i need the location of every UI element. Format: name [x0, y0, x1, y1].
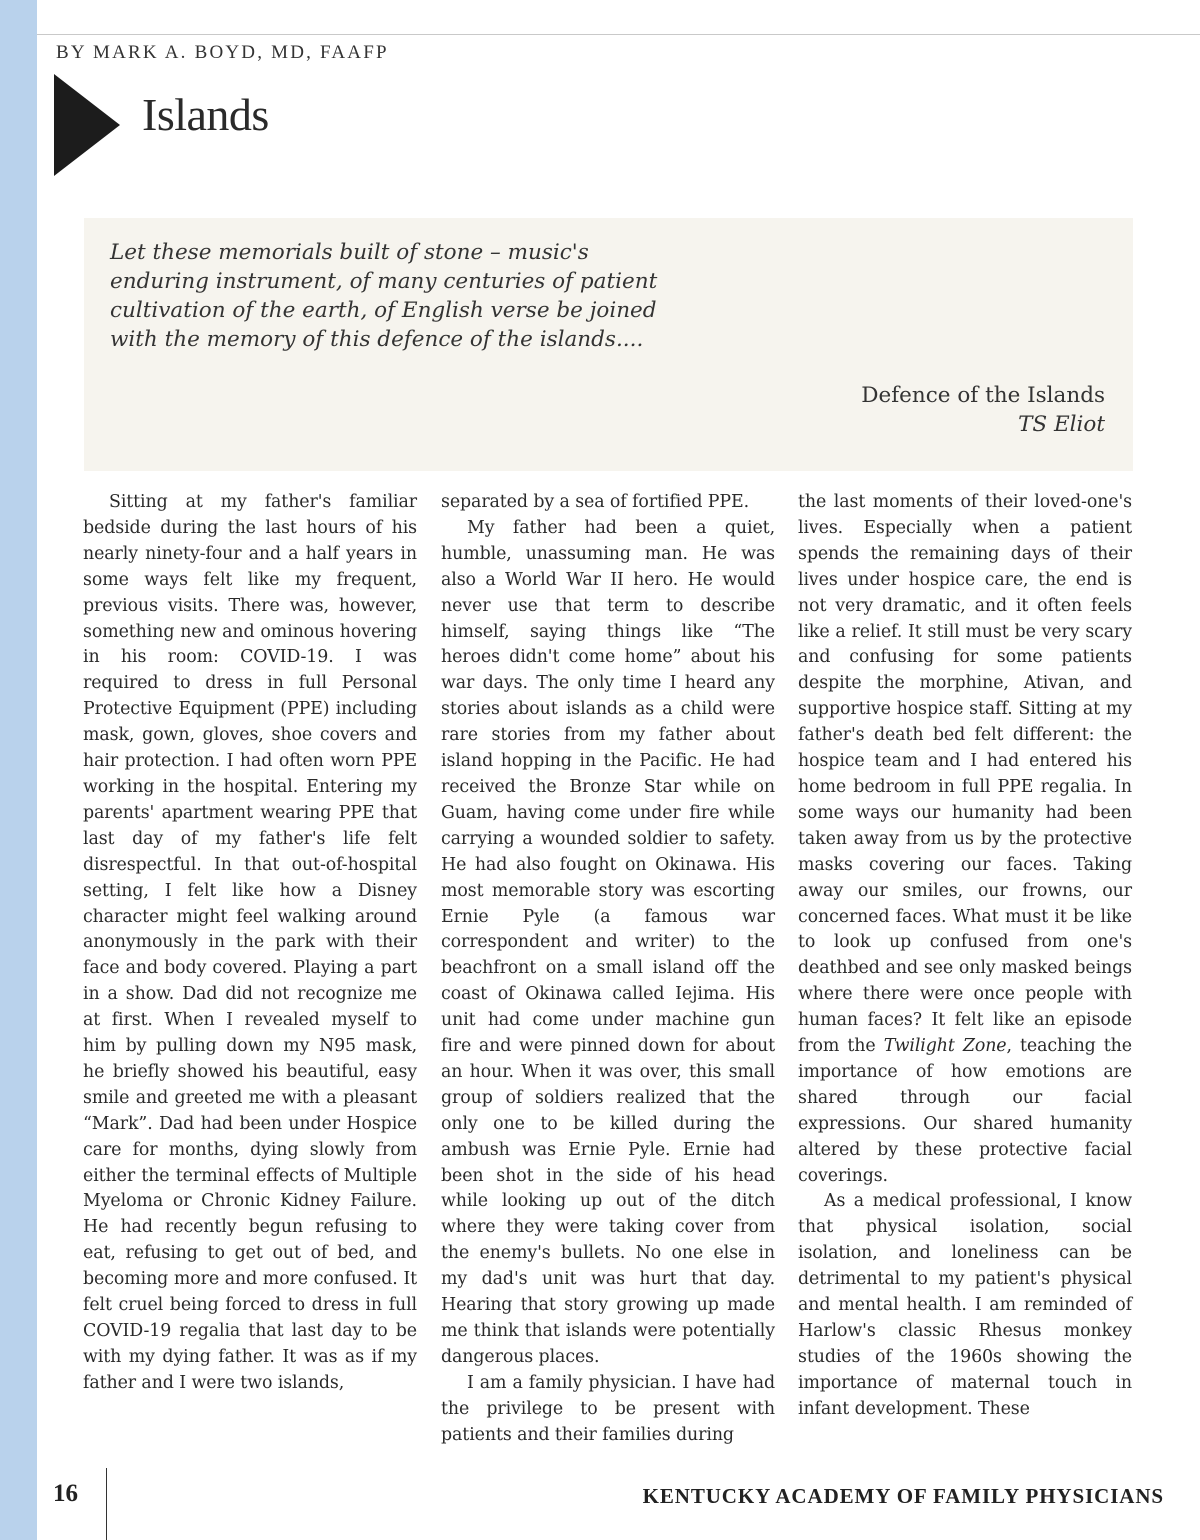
paragraph: I am a family physician. I have had the privilege to be present with patients and their families during: [441, 1372, 775, 1445]
body-column-3: [798, 490, 1132, 1423]
footer-divider: [106, 1468, 107, 1540]
top-rule: [37, 34, 1200, 35]
paragraph-continued: [798, 490, 1132, 1189]
article-title: Islands: [142, 89, 269, 140]
epigraph-quote: Let these memorials built of stone – music's enduring instrument, of many centuries of patient cultivation of the earth, of English verse be joined with the memory of this defence of the islands....: [110, 240, 658, 352]
page-number: 16: [53, 1480, 78, 1507]
play-triangle-icon: [54, 74, 120, 176]
publication-name: KENTUCKY ACADEMY OF FAMILY PHYSICIANS: [642, 1484, 1164, 1508]
show-title: Twilight Zone: [883, 1036, 1007, 1057]
epigraph-poem-title: Defence of the Islands: [861, 383, 1105, 408]
paragraph: Sitting at my father's familiar bedside during the last hours of his nearly ninety-four and a half years in some ways felt like my frequent, previous visits. There was, however, something new and ominous hovering in his room: COVID-19. I was required to dress in full Personal Protective Equipment (PPE) including mask, gown, gloves, shoe covers and hair protection. I had often worn PPE working in the hospital. Entering my parents' apartment wearing PPE that last day of my father's life felt disrespectful. In that out-of-hospital setting, I felt like how a Disney character might feel walking around anonymously in the park with their face and body covered. Playing a part in a show. Dad did not recognize me at first. When I revealed myself to him by pulling down my N95 mask, he briefly showed his beautiful, easy smile and greeted me with a pleasant “Mark”. Dad had been under Hospice care for months, dying slowly from either the terminal effects of Multiple Myeloma or Chronic Kidney Failure. He had recently begun refusing to eat, refusing to get out of bed, and becoming more and more confused. It felt cruel being forced to dress in full COVID-19 regalia that last day to be with my dying father. It was as if my father and I were two islands,: [83, 492, 417, 1393]
epigraph-attribution: [861, 381, 1105, 439]
paragraph-text: , teaching the importance of how emotions are shared through our facial expressions. Our shared humanity altered by these protective facial coverings.: [798, 1036, 1132, 1186]
paragraph: My father had been a quiet, humble, unassuming man. He was also a World War II hero. He would never use that term to describe himself, saying things like “The heroes didn't come home” about his war days. The only time I heard any stories about islands as a child were rare stories from my father about island hopping in the Pacific. He had received the Bronze Star while on Guam, having come under fire while carrying a wounded soldier to safety. He had also fought on Okinawa. His most memorable story was escorting Ernie Pyle (a famous war correspondent and writer) to the beachfront on a small island off the coast of Okinawa called Iejima. His unit had come under machine gun fire and were pinned down for about an hour. When it was over, this small group of soldiers realized that the only one to be killed during the ambush was Ernie Pyle. Ernie had been shot in the side of his head while looking up out of the ditch where they were taking cover from the enemy's bullets. No one else in my dad's unit was hurt that day. Hearing that story growing up made me think that islands were potentially dangerous places.: [441, 517, 775, 1367]
epigraph-box: [84, 218, 1133, 471]
body-column-2: [441, 490, 775, 1449]
side-accent-bar: [0, 0, 37, 1540]
body-column-1: [83, 490, 417, 1397]
epigraph-author: TS Eliot: [1018, 412, 1105, 437]
paragraph-continued: separated by a sea of fortified PPE.: [441, 492, 750, 512]
byline: BY MARK A. BOYD, MD, FAAFP: [56, 42, 389, 63]
paragraph: As a medical professional, I know that physical isolation, social isolation, and loneliness can be detrimental to my patient's physical and mental health. I am reminded of Harlow's classic Rhesus monkey studies of the 1960s showing the importance of maternal touch in infant development. These: [798, 1191, 1132, 1419]
paragraph-text: the last moments of their loved-one's lives. Especially when a patient spends the remaining days of their lives under hospice care, the end is not very dramatic, and it often feels like a relief. It still must be very scary and confusing for some patients despite the morphine, Ativan, and supportive hospice staff. Sitting at my father's death bed felt different: the hospice team and I had entered his home bedroom in full PPE regalia. In some ways our humanity had been taken away from us by the protective masks covering our faces. Taking away our smiles, our frowns, our concerned faces. What must it be like to look up confused from one's deathbed and see only masked beings where there were once people with human faces? It felt like an episode from the: [798, 492, 1132, 1057]
